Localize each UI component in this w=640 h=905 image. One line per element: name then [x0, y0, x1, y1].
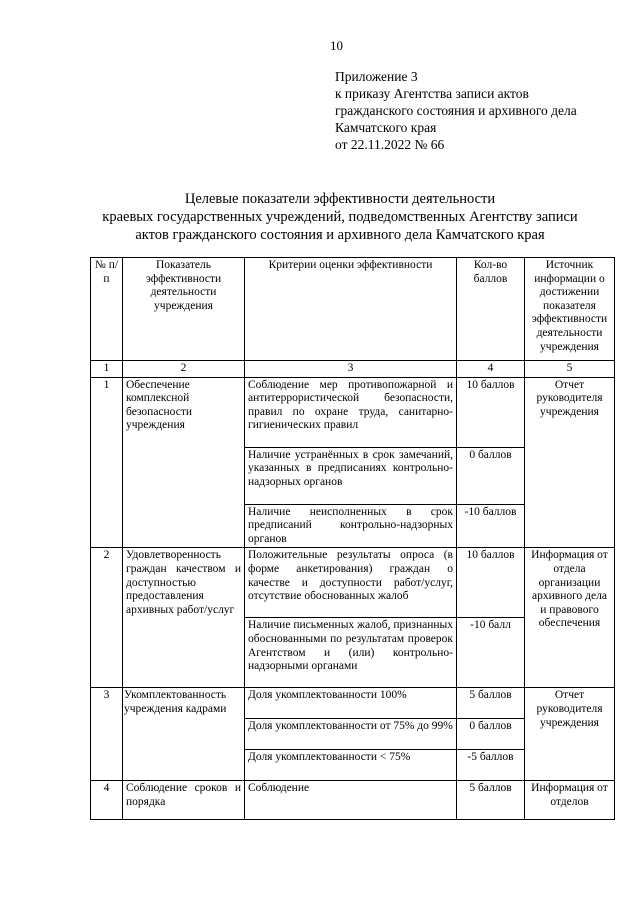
page-number: 10 [330, 38, 343, 53]
criteria-points: -5 баллов [457, 750, 525, 781]
criteria-points: 5 баллов [457, 688, 525, 719]
column-number: 4 [457, 361, 525, 378]
criteria-text: Соблюдение мер противопожарной и антитеррористической безопасности, правил по охране труда, санитарно-гигиенических правил [245, 377, 457, 447]
appendix-line: Приложение 3 [335, 69, 418, 84]
appendix-header [335, 68, 577, 153]
row-num: 1 [91, 377, 123, 548]
criteria-text: Наличие устранённых в срок замечаний, указанных в предписаниях контрольно-надзорных органов [245, 447, 457, 504]
row-num: 2 [91, 548, 123, 688]
appendix-line: к приказу Агентства записи актов [335, 86, 529, 101]
criteria-text: Наличие неисполненных в срок предписаний контрольно-надзорных органов [245, 504, 457, 548]
row-indicator: Удовлетворенность граждан качеством и доступностью предоставления архивных работ/услуг [123, 548, 245, 688]
indicators-table [90, 257, 615, 820]
criteria-text: Положительные результаты опроса (в форме анкетирования) граждан о качестве и доступности работ/услуг, отсутствие обоснованных жалоб [245, 548, 457, 618]
header-source: Источник информации о достижении показателя эффективности деятельности учреждения [525, 258, 615, 361]
header-criteria: Критерии оценки эффективности [245, 258, 457, 361]
table-row [91, 781, 615, 820]
column-number: 3 [245, 361, 457, 378]
column-number: 2 [123, 361, 245, 378]
criteria-text: Доля укомплектованности < 75% [245, 750, 457, 781]
title-line: Целевые показатели эффективности деятельности [184, 191, 496, 207]
header-num: № п/п [91, 258, 123, 361]
criteria-points: 5 баллов [457, 781, 525, 820]
header-points: Кол-во баллов [457, 258, 525, 361]
criteria-points: 0 баллов [457, 447, 525, 504]
table-row [91, 377, 615, 447]
criteria-text: Доля укомплектованности от 75% до 99% [245, 719, 457, 750]
criteria-points: -10 балл [457, 618, 525, 688]
appendix-line: от 22.11.2022 № 66 [335, 137, 445, 152]
criteria-text: Доля укомплектованности 100% [245, 688, 457, 719]
table-header-row [91, 258, 615, 361]
title-line: актов гражданского состояния и архивного дела Камчатского края [135, 227, 545, 243]
row-num: 4 [91, 781, 123, 820]
row-source: Отчет руководителя учреждения [525, 688, 615, 781]
criteria-points: 10 баллов [457, 377, 525, 447]
column-number: 5 [525, 361, 615, 378]
row-source: Информация от отдела организации архивного дела и правового обеспечения [525, 548, 615, 688]
header-indicator: Показатель эффективности деятельности учреждения [123, 258, 245, 361]
table-row [91, 548, 615, 618]
criteria-points: -10 баллов [457, 504, 525, 548]
criteria-text: Наличие письменных жалоб, признанных обоснованными по результатам проверок Агентством и (или) контрольно-надзорными органами [245, 618, 457, 688]
row-indicator: Обеспечение комплексной безопасности учреждения [123, 377, 245, 548]
appendix-line: гражданского состояния и архивного дела [335, 103, 577, 118]
criteria-points: 0 баллов [457, 719, 525, 750]
row-source: Информация от отделов [525, 781, 615, 820]
row-source: Отчет руководителя учреждения [525, 377, 615, 548]
title-line: краевых государственных учреждений, подведомственных Агентству записи [102, 209, 578, 225]
row-indicator: Укомплектованность учреждения кадрами [123, 688, 245, 781]
column-number: 1 [91, 361, 123, 378]
row-indicator: Соблюдение сроков и порядка [123, 781, 245, 820]
appendix-line: Камчатского края [335, 120, 437, 135]
document-title [60, 190, 620, 244]
row-num: 3 [91, 688, 123, 781]
criteria-points: 10 баллов [457, 548, 525, 618]
criteria-text: Соблюдение [245, 781, 457, 820]
table-row [91, 688, 615, 719]
column-number-row [91, 361, 615, 378]
